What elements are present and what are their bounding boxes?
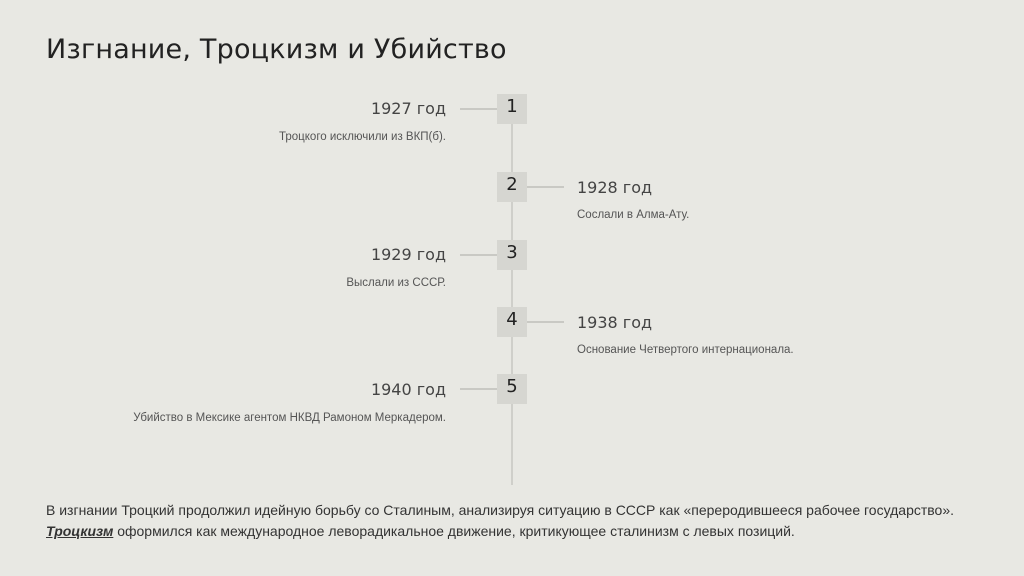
- timeline-connector-5: [460, 388, 497, 390]
- summary-line-2: оформился как международное леворадикальное движение, критикующее сталинизм с левых позиций.: [113, 523, 795, 539]
- timeline-connector-1: [460, 108, 497, 110]
- event-year-4: 1938 год: [577, 313, 653, 332]
- summary-emphasis: Троцкизм: [46, 523, 114, 539]
- summary-line-1: В изгнании Троцкий продолжил идейную борьбу со Сталиным, анализируя ситуацию в СССР как «переродившееся рабочее государство».: [46, 502, 955, 518]
- timeline-marker-3: 3: [497, 240, 527, 270]
- timeline-connector-4: [527, 321, 564, 323]
- event-text-3: Выслали из СССР.: [346, 277, 446, 289]
- event-year-1: 1927 год: [370, 99, 446, 118]
- event-year-2: 1928 год: [577, 178, 653, 197]
- event-text-4: Основание Четвертого интернационала.: [577, 344, 794, 356]
- event-year-5: 1940 год: [370, 380, 446, 399]
- timeline-marker-2: 2: [497, 172, 527, 202]
- page-title: Изгнание, Троцкизм и Убийство: [46, 34, 507, 65]
- event-text-2: Сослали в Алма-Ату.: [577, 209, 690, 221]
- timeline-connector-2: [527, 186, 564, 188]
- timeline-marker-5: 5: [497, 374, 527, 404]
- summary-text: [46, 500, 1006, 542]
- timeline-marker-1: 1: [497, 94, 527, 124]
- timeline-axis: [511, 100, 513, 485]
- event-text-5: Убийство в Мексике агентом НКВД Рамоном Меркадером.: [133, 412, 446, 424]
- timeline-connector-3: [460, 254, 497, 256]
- event-text-1: Троцкого исключили из ВКП(б).: [279, 131, 446, 143]
- timeline-marker-4: 4: [497, 307, 527, 337]
- event-year-3: 1929 год: [370, 245, 446, 264]
